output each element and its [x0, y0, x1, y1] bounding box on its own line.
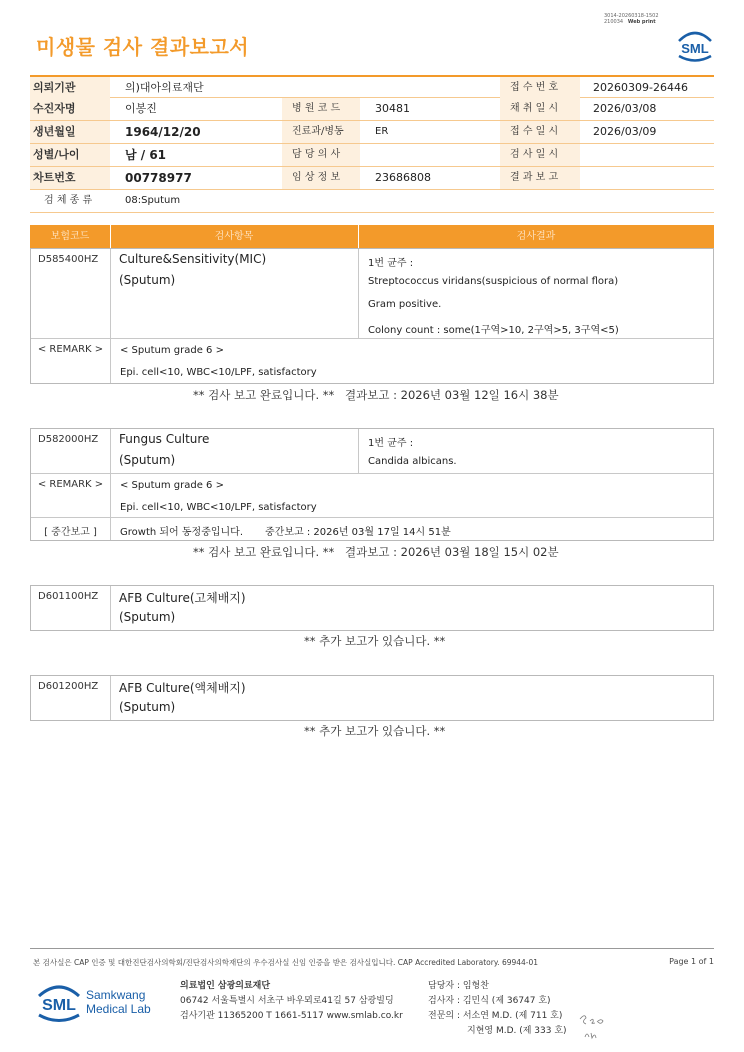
result-line: Streptococcus viridans(suspicious of normal flora)	[368, 276, 619, 287]
test-row	[31, 249, 713, 339]
hospital-code-value: 30481	[375, 102, 410, 115]
specialist-1: 서소연 M.D. (제 711 호)	[462, 1011, 563, 1021]
test-specimen: (Sputum)	[119, 453, 176, 467]
org-contact: 검사기관 11365200 T 1661-5117 www.smlab.co.kr	[180, 1011, 403, 1021]
final-report-time: 결과보고 : 2026년 03월 18일 15시 02분	[345, 545, 559, 559]
manager-label: 담당자 :	[428, 981, 460, 991]
chart-no-value: 00778977	[125, 171, 192, 185]
test-specimen: (Sputum)	[119, 610, 176, 624]
footer-logo-text: SML	[42, 997, 76, 1014]
specimen-value: 08:Sputum	[125, 195, 181, 206]
sml-logo	[675, 27, 715, 67]
test-date-label: 검 사 일 시	[500, 144, 580, 166]
print-code-line2: 210034	[604, 19, 624, 25]
footer-logo	[36, 980, 82, 1028]
patient-info-table	[30, 75, 714, 213]
birth-value: 1964/12/20	[125, 125, 201, 139]
test-code: D601200HZ	[31, 676, 111, 720]
institution-value: 의)대아의료재단	[125, 81, 204, 94]
info-row-name	[30, 98, 714, 121]
print-code-line1: 3014-20260318-1502	[604, 13, 659, 19]
remark-grade: < Sputum grade 6 >	[120, 480, 224, 491]
cap-accreditation-text: 본 검사실은 CAP 인증 및 대한진단검사의학회/진단검사의학재단의 우수검사실 신임 인증을 받은 검사실입니다. CAP Accredited Laboratory. 69944-01	[33, 958, 539, 967]
department-value: ER	[375, 126, 389, 137]
test-result-cell	[359, 249, 713, 338]
test-block-3	[30, 585, 714, 631]
test-code: D585400HZ	[31, 249, 111, 338]
info-row-institution	[30, 75, 714, 98]
final-report-time: 결과보고 : 2026년 03월 12일 16시 38분	[345, 388, 559, 402]
tester-value: 김민식 (제 36747 호)	[462, 996, 551, 1006]
receipt-date-label: 접 수 일 시	[500, 121, 580, 143]
org-name: 의료법인 삼광의료재단	[180, 981, 271, 991]
handwritten-signature	[577, 1011, 611, 1045]
footer-divider	[30, 948, 714, 949]
interim-text: Growth 되어 동정중입니다.	[120, 527, 244, 538]
signatories	[428, 979, 567, 1039]
collection-date-label: 채 취 일 시	[500, 98, 580, 120]
institution-label: 의뢰기관	[30, 77, 110, 99]
remark-row	[31, 339, 713, 383]
specimen-label: 검 체 종 류	[44, 195, 93, 206]
name-label: 수진자명	[30, 98, 110, 120]
test-specimen: (Sputum)	[119, 273, 176, 287]
hospital-code-label: 병 원 코 드	[282, 98, 360, 120]
status-message: ** 추가 보고가 있습니다. **	[304, 634, 446, 648]
test-specimen: (Sputum)	[119, 700, 176, 714]
result-line: 1번 균주 :	[368, 438, 414, 449]
result-report-label: 결 과 보 고	[500, 167, 580, 189]
specialist-label: 전문의 :	[428, 1011, 460, 1021]
web-print-label: Web print	[627, 19, 656, 25]
test-item-cell	[111, 249, 359, 338]
remark-label: < REMARK >	[31, 339, 111, 383]
test-block-4	[30, 675, 714, 721]
interim-time: 중간보고 : 2026년 03월 17일 14시 51분	[265, 527, 451, 538]
test-name: Culture&Sensitivity(MIC)	[119, 252, 267, 266]
clinical-info-value: 23686808	[375, 171, 431, 184]
sex-age-value: 남 / 61	[125, 148, 167, 162]
test-row	[31, 586, 713, 630]
test-block-1	[30, 248, 714, 384]
test-name: Fungus Culture	[119, 432, 210, 446]
result-line: Candida albicans.	[368, 456, 457, 467]
footer-brand	[86, 988, 151, 1016]
brand-line2: Medical Lab	[86, 1002, 151, 1016]
test-row	[31, 429, 713, 474]
manager-value: 임형찬	[462, 981, 489, 991]
clinical-info-label: 임 상 정 보	[282, 167, 360, 189]
interim-label: [ 중간보고 ]	[31, 518, 111, 540]
organization-info	[180, 979, 403, 1024]
test-row	[31, 676, 713, 720]
info-row-sex	[30, 144, 714, 167]
specialist-2: 지현영 M.D. (제 333 호)	[467, 1026, 567, 1036]
header-result: 검사결과	[516, 231, 556, 242]
result-line: Colony count : some(1구역>10, 2구역>5, 3구역<5)	[368, 325, 619, 336]
brand-line1: Samkwang	[86, 988, 146, 1002]
status-message: ** 검사 보고 완료입니다. **	[193, 388, 335, 402]
receipt-no-label: 접 수 번 호	[500, 77, 580, 99]
doctor-label: 담 당 의 사	[282, 144, 360, 166]
collection-date-value: 2026/03/08	[593, 102, 657, 115]
remark-label: < REMARK >	[31, 474, 111, 517]
info-row-chart	[30, 167, 714, 190]
page-number: Page 1 of 1	[669, 957, 714, 966]
test-name: AFB Culture(액체배지)	[119, 681, 246, 695]
header-code: 보험코드	[50, 231, 90, 242]
logo-text: SML	[681, 41, 709, 56]
interim-row	[31, 518, 713, 540]
name-value: 이봉진	[125, 102, 157, 115]
test-item-cell	[111, 429, 359, 473]
test-name: AFB Culture(고체배지)	[119, 591, 246, 605]
results-header	[30, 225, 714, 248]
remark-detail: Epi. cell<10, WBC<10/LPF, satisfactory	[120, 502, 317, 513]
receipt-date-value: 2026/03/09	[593, 125, 657, 138]
chart-no-label: 차트번호	[30, 167, 110, 189]
test-result-cell	[359, 429, 713, 473]
status-message: ** 추가 보고가 있습니다. **	[304, 724, 446, 738]
page-title: 미생물 검사 결과보고서	[36, 35, 250, 59]
remark-row	[31, 474, 713, 518]
info-row-birth	[30, 121, 714, 144]
test-block-2	[30, 428, 714, 541]
tester-label: 검사자 :	[428, 996, 460, 1006]
org-address: 06742 서울특별시 서초구 바우뫼로41길 57 삼광빌딩	[180, 996, 394, 1006]
header-item: 검사항목	[214, 231, 254, 242]
sex-age-label: 성별/나이	[30, 144, 110, 166]
department-label: 진료과/병동	[282, 121, 360, 143]
remark-grade: < Sputum grade 6 >	[120, 345, 224, 356]
receipt-no-value: 20260309-26446	[593, 81, 688, 94]
print-code	[604, 13, 659, 25]
test-code: D601100HZ	[31, 586, 111, 630]
test-code: D582000HZ	[31, 429, 111, 473]
info-row-specimen	[30, 190, 714, 213]
birth-label: 생년월일	[30, 121, 110, 143]
result-line: Gram positive.	[368, 299, 442, 310]
status-message: ** 검사 보고 완료입니다. **	[193, 545, 335, 559]
result-line: 1번 균주 :	[368, 258, 414, 269]
remark-detail: Epi. cell<10, WBC<10/LPF, satisfactory	[120, 367, 317, 378]
